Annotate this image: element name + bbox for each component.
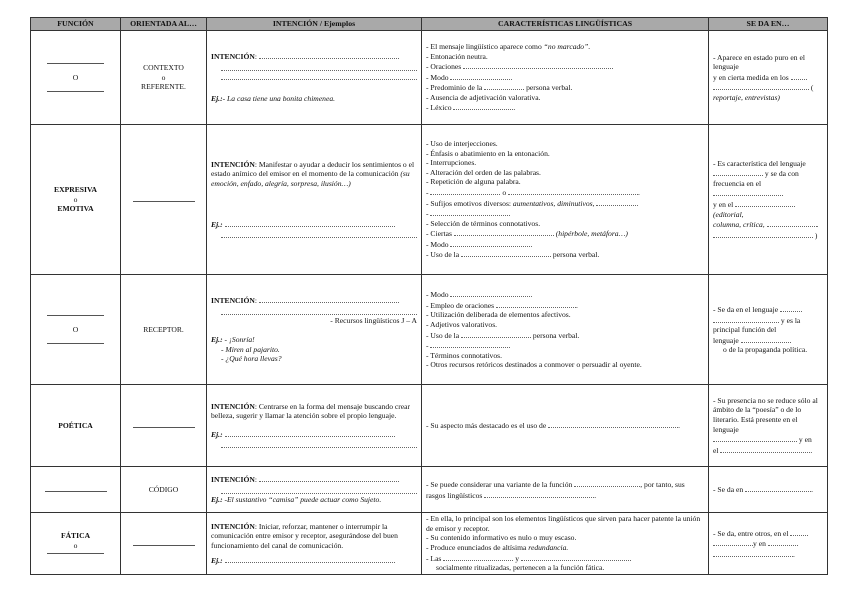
ej-item: - ¡Sonría! xyxy=(224,335,255,345)
car-item: - Utilización deliberada de elementos afectivos. xyxy=(426,310,571,320)
row-expresiva xyxy=(31,125,828,275)
car-item: persona verbal. xyxy=(552,250,600,260)
blank-line xyxy=(47,63,104,64)
cell-intencion-3: INTENCIÓN: - Recursos lingüísticos J – A Ej.: - ¡Sonría! - Miren al pajarito. - ¿Qué hora llevas? xyxy=(207,275,422,385)
blank-line xyxy=(47,553,104,554)
ej-text: -El sustantivo “camisa” puede actuar como Sujeto. xyxy=(222,495,382,504)
cell-funcion-3 xyxy=(31,275,121,385)
cell-orientada-1 xyxy=(121,31,207,125)
se-item: - Se da, entre otros, en el xyxy=(713,528,789,538)
car-item: - Ciertas xyxy=(426,229,452,239)
intencion-text: : Iniciar, reforzar, mantener o interrumpir la comunicación entre emisor y receptor, asegurándose del buen funcionamiento del canal de comunicación. xyxy=(211,521,398,550)
blank-line xyxy=(133,427,195,428)
car-item: persona verbal. xyxy=(526,83,573,93)
row-fatica xyxy=(31,513,828,575)
car-item: - Ausencia de adjetivación valorativa. xyxy=(426,92,541,102)
car-item: , por tanto, sus rasgos lingüísticos xyxy=(426,479,685,500)
car-item: o xyxy=(502,187,507,197)
cell-intencion-1: INTENCIÓN: Ej.:- La casa tiene una bonita chimenea. xyxy=(207,31,422,125)
car-item: - Su contenido informativo es nulo o muy escaso. xyxy=(426,533,577,543)
car-item: - Empleo de oraciones xyxy=(426,300,495,310)
blank-line xyxy=(45,491,107,492)
funcion-name: EMOTIVA xyxy=(57,204,94,214)
se-item: y en cierta medida en los xyxy=(713,72,789,82)
se-item: reportaje, entrevistas) xyxy=(713,92,780,102)
cell-se-da-3 xyxy=(709,275,828,385)
blank-line xyxy=(47,91,104,92)
car-item: - Modo xyxy=(426,72,449,82)
funcion-o: o xyxy=(73,194,78,204)
se-item: y en el xyxy=(713,200,734,209)
orient-text: REFERENTE. xyxy=(141,82,186,92)
cell-funcion-5 xyxy=(31,467,121,513)
car-item: - Predominio de la xyxy=(426,83,483,93)
funcion-o: O xyxy=(72,72,79,82)
car-item: - Léxico xyxy=(426,103,452,113)
row-referencial xyxy=(31,31,828,125)
cell-orientada-4 xyxy=(121,385,207,467)
intencion-label: INTENCIÓN xyxy=(211,159,255,169)
car-item: - Produce enunciados de altísima xyxy=(426,543,529,552)
car-item: - Modo xyxy=(426,290,449,300)
cell-funcion-2 xyxy=(31,125,121,275)
se-item: y es la xyxy=(780,315,801,325)
header-caracteristicas: CARACTERÍSTICAS LINGÜÍSTICAS xyxy=(422,18,709,31)
se-item: y en xyxy=(753,539,766,549)
cell-intencion-6 xyxy=(207,513,422,575)
car-item: - Términos connotativos. xyxy=(426,350,502,360)
car-item: - Repetición de alguna palabra. xyxy=(426,177,521,187)
car-item: - Sufijos emotivos diversos: xyxy=(426,198,513,208)
ej-label: Ej.: xyxy=(211,219,223,229)
cell-caracteristicas-1: - El mensaje lingüístico aparece como “no marcado”. - Entonación neutra. - Oraciones - Modo . - Predominio de la persona verbal. - Ausencia de adjetivación valorativa. - Léxico . xyxy=(422,31,709,125)
ej-label: Ej.: xyxy=(211,335,223,345)
cell-orientada-3: RECEPTOR. xyxy=(121,275,207,385)
car-item: - En ella, lo principal son los elementos lingüísticos que sirven para hacer patente la unión de emisor y receptor. xyxy=(426,514,701,533)
car-item: - Uso de interjecciones. xyxy=(426,138,498,148)
intencion-label: INTENCIÓN xyxy=(211,521,255,531)
funcion-o: o xyxy=(73,541,78,550)
car-item: - Uso de la xyxy=(426,330,460,340)
cell-orientada-5: CÓDIGO xyxy=(121,467,207,513)
intencion-italic: (su emoción, enfado, alegría, sorpresa, ilusión…) xyxy=(211,169,410,188)
blank-line xyxy=(133,545,195,546)
functions-table xyxy=(30,17,828,575)
se-item: - Es característica del lenguaje xyxy=(713,158,806,168)
car-item: - Alteración del orden de las palabras. xyxy=(426,167,541,177)
header-row xyxy=(31,18,828,31)
recursos-text: - Recursos lingüísticos J – A xyxy=(330,315,417,325)
ej-label: Ej.: xyxy=(211,94,223,103)
cell-se-da-4: - Su presencia no se reduce sólo al ámbito de la “poesía” o de lo literario. Está presente en el lenguaje y en el . xyxy=(709,385,828,467)
intencion-text: : Centrarse en la forma del mensaje buscando crear belleza, sugerir y llamar la atención sobre el propio lenguaje. xyxy=(211,401,411,421)
cell-se-da-2: - Es característica del lenguaje y se da con frecuencia en el y en el (editorial, columna, crítica, . ) xyxy=(709,125,828,275)
blank-line xyxy=(133,201,195,202)
orient-text: o xyxy=(161,72,166,82)
car-item: socialmente ritualizadas, pertenecen a la función fática. xyxy=(436,563,605,573)
ej-text: - La casa tiene una bonita chimenea. xyxy=(222,94,336,103)
se-item: (editorial, xyxy=(713,209,744,219)
header-intencion: INTENCIÓN / Ejemplos xyxy=(207,18,422,31)
cell-caracteristicas-2: - Uso de interjecciones. - Énfasis o abatimiento en la entonación. - Interrupciones. - Alteración del orden de las palabras. - Repetición de alguna palabra. - o . - Sufijos emotivos diversos: aumentativos, diminutivos, . - - Selección de términos connotativos. - Ciertas (hipérbole, metáfora…) - Modo . - Uso de la persona verbal. xyxy=(422,125,709,275)
ej-label: Ej.: xyxy=(211,429,223,439)
se-item: - Se da en el lenguaje xyxy=(713,305,779,315)
cell-intencion-4 xyxy=(207,385,422,467)
ej-item: - ¿Qué hora llevas? xyxy=(221,354,282,364)
funcion-o: O xyxy=(72,324,79,334)
ej-label: Ej.: xyxy=(211,495,223,504)
row-poetica xyxy=(31,385,828,467)
car-item: redundancia. xyxy=(528,543,569,552)
funcion-name: FÁTICA xyxy=(60,531,91,541)
se-item: y en xyxy=(798,435,812,445)
se-item: - Su presencia no se reduce sólo al ámbito de la “poesía” o de lo literario. Está presente en el lenguaje xyxy=(713,395,818,434)
se-item: lenguaje xyxy=(713,335,739,345)
cell-caracteristicas-6 xyxy=(422,513,709,575)
intencion-label: INTENCIÓN xyxy=(211,296,255,306)
car-item: - Interrupciones. xyxy=(426,158,477,168)
intencion-label: INTENCIÓN xyxy=(211,475,255,485)
intencion-label: INTENCIÓN xyxy=(211,52,255,62)
header-se-da-en: SE DA EN… xyxy=(709,18,828,31)
ej-item: - Miren al pajarito. xyxy=(221,344,280,354)
car-item: - El mensaje lingüístico aparece como xyxy=(426,41,544,51)
car-item: persona verbal. xyxy=(532,330,580,340)
car-item: - Las xyxy=(426,553,442,563)
intencion-text: : Manifestar o ayudar a deducir los sentimientos o el estado anímico del emisor en el momento de la comunicación xyxy=(211,159,415,179)
car-item: - Otros recursos retóricos destinados a conmover o persuadir al oyente. xyxy=(426,360,642,370)
intencion-label: INTENCIÓN xyxy=(211,401,255,411)
blank-line xyxy=(47,315,104,316)
car-item: - Énfasis o abatimiento en la entonación. xyxy=(426,148,550,158)
se-item: - Se da en xyxy=(713,485,744,495)
car-item: “no marcado”. xyxy=(543,41,591,51)
cell-se-da-6: - Se da, entre otros, en el y en . xyxy=(709,513,828,575)
funcion-name: EXPRESIVA xyxy=(54,185,97,195)
car-item: - Oraciones xyxy=(426,62,462,72)
blank-line xyxy=(47,343,104,344)
row-apelativa xyxy=(31,275,828,385)
se-item: columna, crítica, xyxy=(713,220,765,230)
header-orientada: ORIENTADA AL… xyxy=(121,18,207,31)
cell-intencion-2 xyxy=(207,125,422,275)
car-item: - Selección de términos connotativos. xyxy=(426,218,541,228)
car-item: aumentativos, diminutivos, xyxy=(512,198,595,208)
se-item: o de la propaganda política. xyxy=(723,345,808,355)
cell-intencion-5: INTENCIÓN: Ej.: -El sustantivo “camisa” puede actuar como Sujeto. xyxy=(207,467,422,513)
car-item: - Adjetivos valorativos. xyxy=(426,319,498,329)
car-item: - Su aspecto más destacado es el uso de xyxy=(426,421,547,431)
car-item: y xyxy=(515,553,520,563)
se-item: el xyxy=(713,445,719,455)
se-item: y se da con frecuencia en el xyxy=(713,169,799,188)
cell-caracteristicas-5: - Se puede considerar una variante de la función , por tanto, sus rasgos lingüísticos . xyxy=(422,467,709,513)
car-item: - Modo xyxy=(426,239,449,249)
car-item: - Uso de la xyxy=(426,250,460,260)
car-item: - Entonación neutra. xyxy=(426,51,488,61)
cell-funcion-4: POÉTICA xyxy=(31,385,121,467)
ej-label: Ej.: xyxy=(211,555,223,565)
car-item: - Se puede considerar una variante de la función xyxy=(426,479,573,489)
cell-caracteristicas-3: - Modo . - Empleo de oraciones . - Utilización deliberada de elementos afectivos. - Adjetivos valorativos. - Uso de la persona verbal. - - Términos connotativos. - Otros recursos retóricos destinados a conmover o persuadir al oyente. xyxy=(422,275,709,385)
cell-funcion-1 xyxy=(31,31,121,125)
car-item: (hipérbole, metáfora…) xyxy=(555,229,628,239)
cell-orientada-2 xyxy=(121,125,207,275)
se-item: - Aparece en estado puro en el lenguaje xyxy=(713,52,805,72)
row-metalinguistica xyxy=(31,467,828,513)
header-funcion: FUNCIÓN xyxy=(31,18,121,31)
orient-text: CONTEXTO xyxy=(143,63,184,73)
cell-caracteristicas-4: - Su aspecto más destacado es el uso de . xyxy=(422,385,709,467)
cell-se-da-5: - Se da en . xyxy=(709,467,828,513)
cell-se-da-1: - Aparece en estado puro en el lenguaje y en cierta medida en los ( reportaje, entrevistas) xyxy=(709,31,828,125)
cell-orientada-6 xyxy=(121,513,207,575)
se-item: principal función del xyxy=(713,325,777,335)
cell-funcion-6 xyxy=(31,513,121,575)
